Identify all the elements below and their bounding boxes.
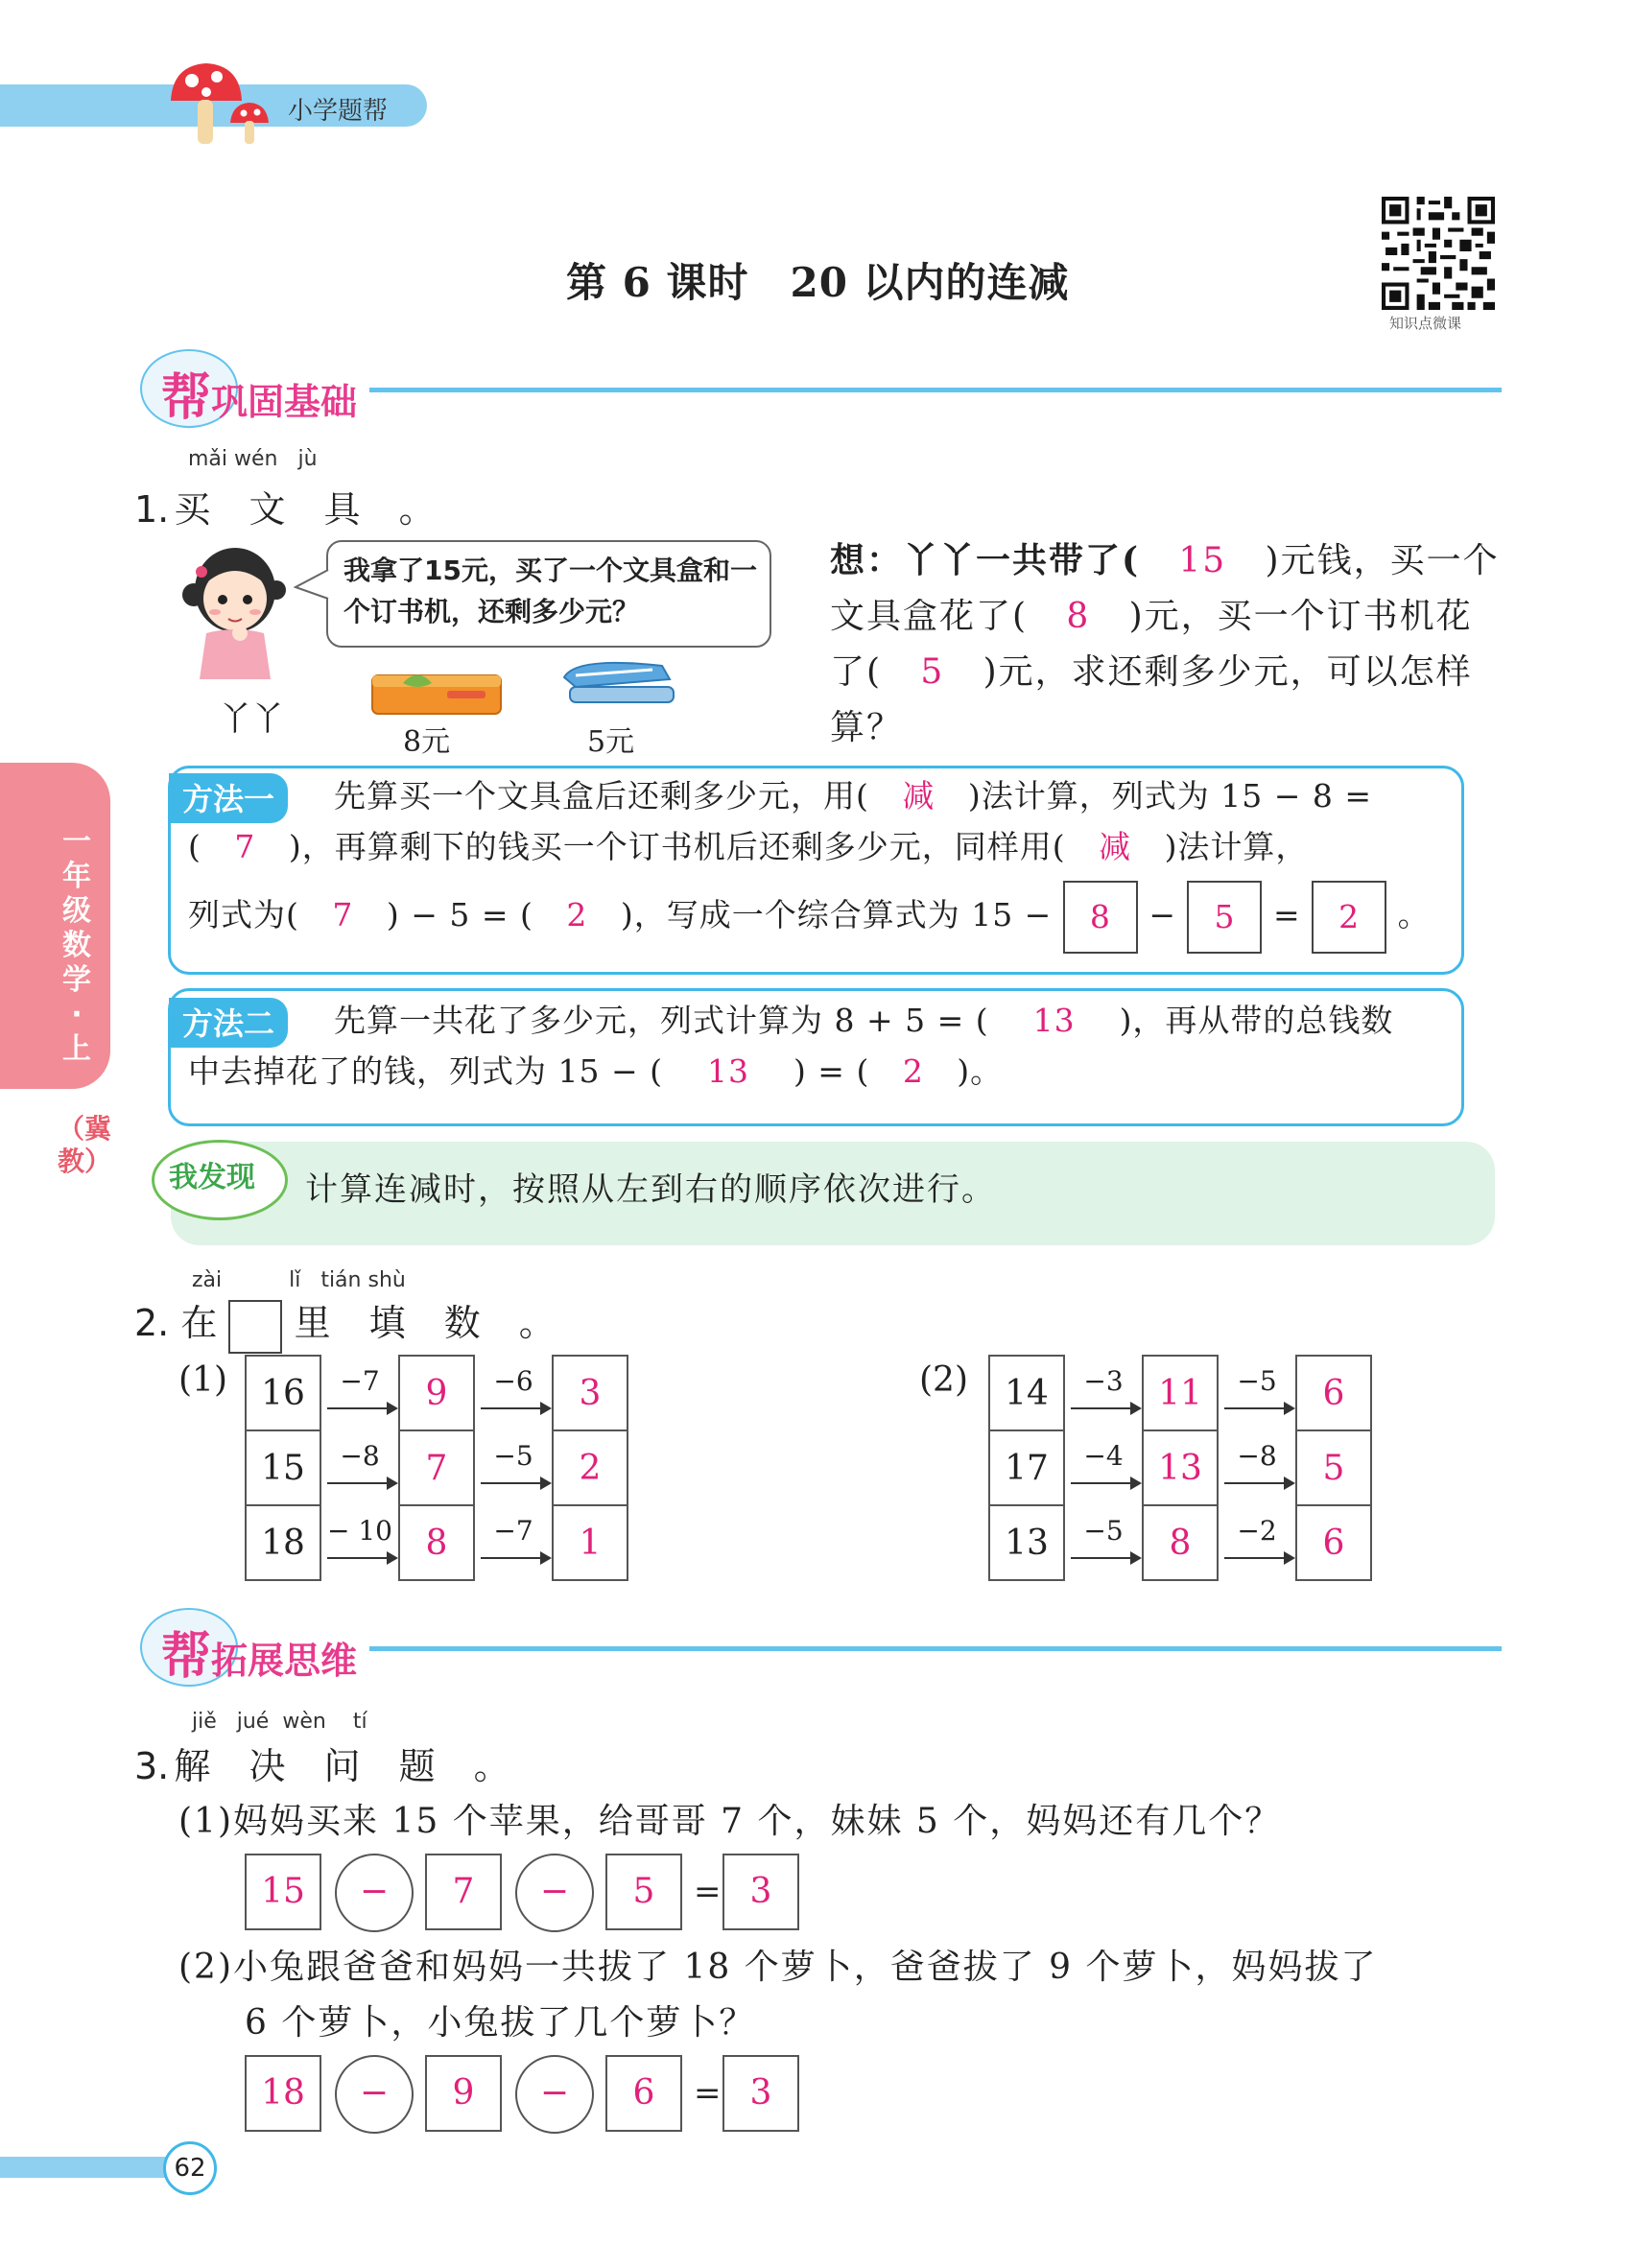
discover-text: 计算连减时，按照从左到右的顺序依次进行。	[305, 1170, 996, 1209]
method-text: )法计算，列式为 15 − 8 =	[967, 777, 1372, 815]
method-text: (	[188, 828, 201, 865]
q1-number: 1.	[134, 488, 170, 531]
side-tab-edition: （冀教）	[58, 1113, 112, 1177]
lesson-title: 第 6 课时 20 以内的连减	[566, 259, 1070, 306]
arrow-icon	[327, 1482, 396, 1484]
section-title-basic: 帮巩固基础	[161, 368, 358, 427]
think-text: )元，求还剩多少元，可以怎样算？	[830, 652, 1473, 747]
method-text: )。	[957, 1052, 1004, 1090]
method-text: )法计算，	[1164, 828, 1309, 865]
method-two-line2	[188, 1046, 1003, 1097]
arrow-icon	[481, 1407, 550, 1409]
arrow-op: − 10	[320, 1505, 399, 1580]
pencil-case-icon	[365, 662, 509, 720]
answer-cell[interactable]: 8	[399, 1505, 474, 1580]
answer-box[interactable]: 3	[722, 1854, 799, 1930]
operator-circle[interactable]: −	[515, 1854, 594, 1932]
girl-name: 丫丫	[219, 700, 284, 739]
arrow-icon	[327, 1407, 396, 1409]
q3-number: 3.	[134, 1745, 170, 1787]
answer: 13	[1032, 1002, 1076, 1039]
q2-title: 里 填 数 。	[294, 1302, 569, 1344]
q2-number: 2.	[134, 1302, 170, 1344]
arrow-op: −8	[1218, 1430, 1296, 1505]
bubble-tail	[294, 566, 332, 604]
method-text: 。	[1397, 896, 1431, 933]
arrow-op: −7	[320, 1356, 399, 1430]
answer-cell[interactable]: 3	[553, 1356, 628, 1430]
answer: 8	[1066, 597, 1091, 636]
answer-cell[interactable]: 8	[1143, 1505, 1218, 1580]
arrow-op: −7	[474, 1505, 553, 1580]
side-tab-label: 一年级数学·上	[62, 825, 91, 1066]
answer-box[interactable]: 9	[425, 2055, 502, 2132]
think-text: 想：丫丫一共带了(	[830, 540, 1141, 580]
arrow-icon	[1071, 1407, 1140, 1409]
method-text: )，写成一个综合算式为 15 −	[620, 896, 1053, 933]
section-title-extend: 帮拓展思维	[161, 1627, 358, 1686]
table-row	[246, 1505, 628, 1580]
table-row	[989, 1430, 1371, 1505]
q2-pinyin: zài lǐ tián shù	[192, 1268, 406, 1292]
answer-box[interactable]: 7	[425, 1854, 502, 1930]
arrow-icon	[481, 1482, 550, 1484]
answer: 2	[902, 1052, 924, 1090]
q2-heading	[134, 1293, 569, 1354]
brand-name: 小学题帮	[288, 97, 389, 126]
arrow-op: −3	[1064, 1356, 1143, 1430]
answer-box[interactable]: 5	[1187, 881, 1262, 954]
answer-box[interactable]: 18	[245, 2055, 321, 2132]
answer-box[interactable]: 8	[1063, 881, 1138, 954]
arrow-op: −5	[1064, 1505, 1143, 1580]
start-number: 15	[246, 1430, 320, 1505]
q2-part2-label: (2)	[919, 1360, 968, 1400]
answer-cell[interactable]: 9	[399, 1356, 474, 1430]
table-row	[246, 1356, 628, 1430]
page-number: 62	[163, 2141, 217, 2195]
q2-part2-grid	[988, 1355, 1372, 1581]
answer: 7	[234, 828, 256, 865]
discover-tag: 我发现	[169, 1161, 255, 1194]
start-number: 14	[989, 1356, 1064, 1430]
q2-title: 在	[180, 1302, 218, 1344]
answer-cell[interactable]: 6	[1296, 1505, 1371, 1580]
blank-box-sample	[228, 1300, 282, 1354]
q3-pinyin: jiě jué wèn tí	[192, 1710, 367, 1734]
stapler-icon	[557, 649, 681, 716]
arrow-icon	[1224, 1482, 1293, 1484]
method-two-tag: 方法二	[169, 998, 288, 1048]
method-one-line1	[334, 770, 1372, 821]
answer: 13	[706, 1052, 749, 1090]
stapler-price: 5元	[587, 725, 635, 759]
arrow-op: −2	[1218, 1505, 1296, 1580]
q1-pinyin: mǎi wén jù	[188, 447, 318, 471]
arrow-op: −6	[474, 1356, 553, 1430]
method-text: ) − 5 = (	[386, 896, 533, 933]
pencil-case-price: 8元	[403, 725, 451, 759]
q1-title: 买 文 具 。	[174, 488, 449, 531]
table-row	[989, 1356, 1371, 1430]
answer-box[interactable]: 3	[722, 2055, 799, 2132]
answer-cell[interactable]: 11	[1143, 1356, 1218, 1430]
qr-code-icon[interactable]	[1382, 197, 1495, 310]
start-number: 16	[246, 1356, 320, 1430]
answer-cell[interactable]: 2	[553, 1430, 628, 1505]
answer-box[interactable]: 15	[245, 1854, 321, 1930]
answer-cell[interactable]: 1	[553, 1505, 628, 1580]
think-text: )元钱，买一个文具盒花了(	[830, 541, 1500, 636]
answer-cell[interactable]: 13	[1143, 1430, 1218, 1505]
q3-part2-text: (2)小兔跟爸爸和妈妈一共拔了 18 个萝卜，爸爸拔了 9 个萝卜，妈妈拔了	[178, 1948, 1378, 1987]
answer: 减	[1099, 828, 1132, 865]
speech-bubble-text: 我拿了15元，买了一个文具盒和一个订书机，还剩多少元？	[343, 555, 757, 627]
q3-title: 解 决 问 题 。	[174, 1745, 524, 1787]
arrow-icon	[1224, 1557, 1293, 1559]
arrow-op: −4	[1064, 1430, 1143, 1505]
answer-cell[interactable]: 7	[399, 1430, 474, 1505]
method-text: )，再从带的总钱数	[1119, 1002, 1394, 1039]
q1-heading	[134, 480, 449, 532]
answer-cell[interactable]: 5	[1296, 1430, 1371, 1505]
method-one-line2	[188, 821, 1308, 872]
method-text: 中去掉花了的钱，列式为 15 − (	[188, 1052, 663, 1090]
start-number: 13	[989, 1505, 1064, 1580]
qr-caption: 知识点微课	[1389, 315, 1462, 332]
arrow-op: −5	[1218, 1356, 1296, 1430]
arrow-icon	[481, 1557, 550, 1559]
start-number: 17	[989, 1430, 1064, 1505]
think-text: )元，买一个订书机花了(	[830, 597, 1473, 692]
footer-bar	[0, 2157, 187, 2178]
think-paragraph	[830, 532, 1502, 756]
method-text: 列式为(	[188, 896, 299, 933]
answer: 减	[902, 777, 935, 815]
method-one-tag: 方法一	[169, 773, 288, 823]
operator: −	[1149, 896, 1176, 933]
arrow-icon	[1071, 1557, 1140, 1559]
operator-circle[interactable]: −	[335, 1854, 414, 1932]
answer-box[interactable]: 6	[605, 2055, 682, 2132]
answer-cell[interactable]: 6	[1296, 1356, 1371, 1430]
answer: 5	[920, 652, 945, 692]
method-text: 先算一共花了多少元，列式计算为 8 + 5 = (	[334, 1002, 989, 1039]
girl-illustration	[173, 537, 297, 681]
equals-sign: =	[694, 2074, 722, 2113]
arrow-icon	[327, 1557, 396, 1559]
mushroom-icon	[163, 58, 278, 149]
q2-part1-label: (1)	[178, 1360, 227, 1400]
method-text: )，再算剩下的钱买一个订书机后还剩多少元，同样用(	[288, 828, 1066, 865]
method-one-line3	[188, 881, 1431, 954]
operator-circle[interactable]: −	[515, 2055, 594, 2134]
q3-heading	[134, 1736, 524, 1789]
arrow-op: −5	[474, 1430, 553, 1505]
table-row	[246, 1430, 628, 1505]
method-text: 先算买一个文具盒后还剩多少元，用(	[334, 777, 869, 815]
answer: 7	[332, 896, 354, 933]
start-number: 18	[246, 1505, 320, 1580]
q2-part1-grid	[245, 1355, 628, 1581]
section-divider	[369, 388, 1502, 392]
table-row	[989, 1505, 1371, 1580]
section-divider	[369, 1646, 1502, 1651]
equals-sign: =	[694, 1873, 722, 1911]
method-text: ) = (	[793, 1052, 870, 1090]
answer-box[interactable]: 5	[605, 1854, 682, 1930]
q3-part1-text: (1)妈妈买来 15 个苹果，给哥哥 7 个，妹妹 5 个，妈妈还有几个？	[178, 1802, 1282, 1841]
operator-circle[interactable]: −	[335, 2055, 414, 2134]
answer: 2	[566, 896, 588, 933]
arrow-icon	[1071, 1482, 1140, 1484]
method-two-line1	[334, 995, 1393, 1046]
answer: 15	[1178, 541, 1227, 580]
arrow-op: −8	[320, 1430, 399, 1505]
q3-part2-text-cont: 6 个萝卜，小兔拔了几个萝卜？	[245, 2003, 756, 2043]
arrow-icon	[1224, 1407, 1293, 1409]
answer-box[interactable]: 2	[1312, 881, 1386, 954]
operator: =	[1272, 896, 1301, 933]
